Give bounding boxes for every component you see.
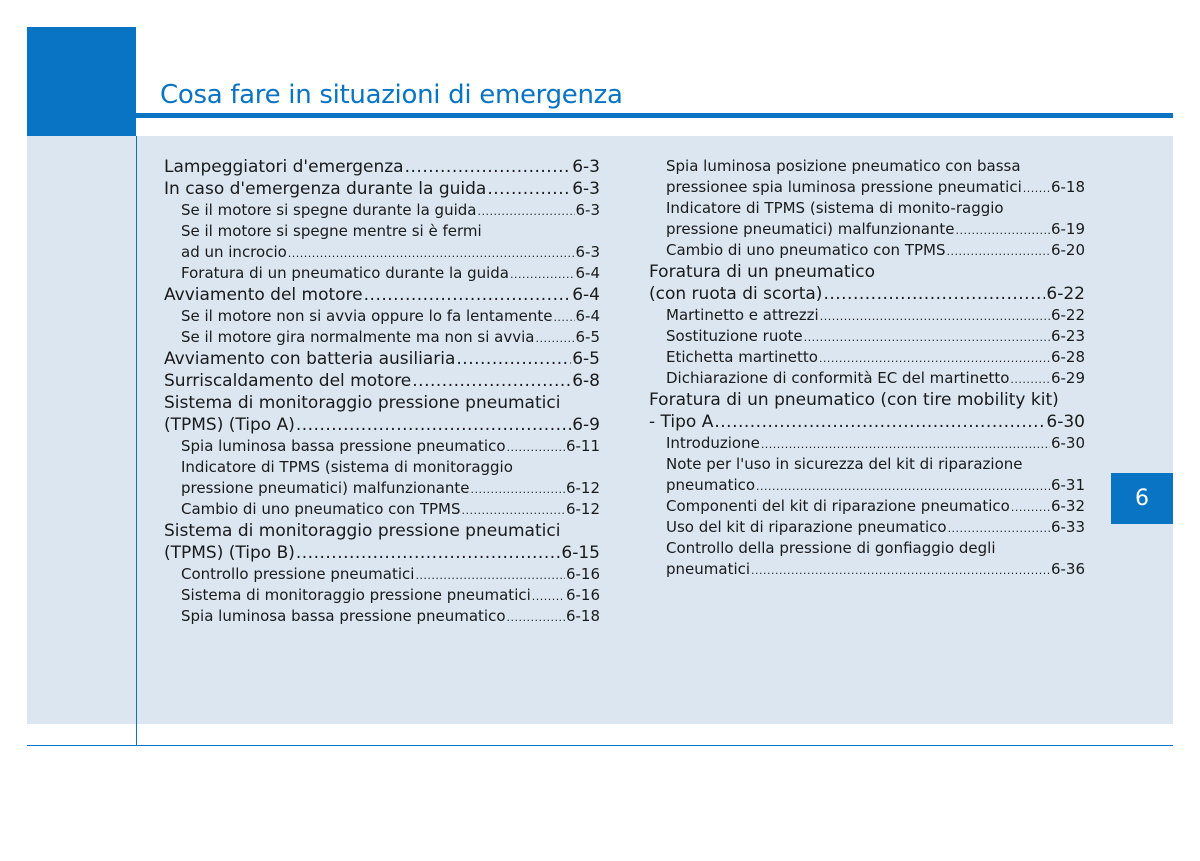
toc-entry[interactable]	[164, 414, 600, 436]
toc-leader-dots	[1011, 496, 1050, 517]
toc-leader-dots	[761, 433, 1050, 454]
toc-entry	[649, 261, 1085, 283]
toc-leader-dots	[714, 411, 1045, 433]
toc-subentry[interactable]	[649, 433, 1085, 454]
toc-leader-dots	[756, 475, 1050, 496]
toc-entry-title: Cambio di uno pneumatico con TPMS	[181, 500, 461, 518]
margin-rule	[136, 136, 137, 746]
toc-page-number: 6-22	[1046, 284, 1085, 304]
toc-entry-title: Se il motore gira normalmente ma non si avvia	[181, 328, 535, 346]
toc-subentry	[649, 454, 1085, 475]
toc-subentry[interactable]	[164, 564, 600, 585]
toc-page-number: 6-15	[561, 543, 600, 563]
toc-subentry[interactable]	[164, 606, 600, 627]
toc-entry-title: Foratura di un pneumatico	[649, 262, 876, 282]
toc-leader-dots	[751, 559, 1050, 580]
toc-subentry[interactable]	[649, 177, 1085, 198]
toc-page-number: 6-3	[572, 179, 600, 199]
toc-entry-title: Spia luminosa posizione pneumatico con bassa	[666, 157, 1021, 175]
toc-leader-dots	[532, 585, 565, 606]
toc-entry[interactable]	[164, 178, 600, 200]
toc-page-number: 6-12	[565, 500, 600, 518]
toc-entry-title: pressionee spia luminosa pressione pneumatici	[666, 178, 1022, 196]
toc-leader-dots	[288, 242, 575, 263]
toc-leader-dots	[1010, 368, 1050, 389]
toc-page-number: 6-8	[572, 371, 600, 391]
toc-entry-title: ad un incrocio	[181, 243, 287, 261]
toc-page-number: 6-16	[565, 565, 600, 583]
toc-subentry[interactable]	[164, 327, 600, 348]
toc-page-number: 6-29	[1050, 369, 1085, 387]
toc-page-number: 6-33	[1050, 518, 1085, 536]
toc-page-number: 6-3	[572, 157, 600, 177]
toc-page-number: 6-12	[565, 479, 600, 497]
toc-entry[interactable]	[164, 542, 600, 564]
toc-subentry[interactable]	[649, 326, 1085, 347]
toc-subentry[interactable]	[649, 517, 1085, 538]
title-rule	[136, 113, 1173, 118]
toc-leader-dots	[948, 517, 1050, 538]
toc-page-number: 6-3	[575, 201, 600, 219]
toc-page-number: 6-18	[1050, 178, 1085, 196]
footer-rule	[27, 745, 1173, 746]
toc-entry-title: Etichetta martinetto	[666, 348, 818, 366]
toc-leader-dots	[819, 347, 1050, 368]
toc-entry-title: - Tipo A	[649, 412, 714, 432]
toc-entry-title: Foratura di un pneumatico durante la guida	[181, 264, 510, 282]
toc-entry-title: (TPMS) (Tipo A)	[164, 415, 295, 435]
toc-page-number: 6-9	[572, 415, 600, 435]
toc-subentry[interactable]	[164, 242, 600, 263]
toc-leader-dots	[462, 499, 565, 520]
toc-subentry[interactable]	[649, 496, 1085, 517]
toc-subentry[interactable]	[649, 368, 1085, 389]
toc-page-number: 6-20	[1050, 241, 1085, 259]
toc-leader-dots	[507, 606, 565, 627]
toc-entry-title: Se il motore si spegne mentre si è fermi	[181, 222, 482, 240]
toc-page-number: 6-18	[565, 607, 600, 625]
toc-page-number: 6-4	[575, 307, 600, 325]
toc-page-number: 6-5	[572, 349, 600, 369]
toc-entry-title: Uso del kit di riparazione pneumatico	[666, 518, 947, 536]
toc-leader-dots	[947, 240, 1050, 261]
toc-leader-dots	[415, 564, 565, 585]
toc-entry-title: (con ruota di scorta)	[649, 284, 823, 304]
chapter-title: Cosa fare in situazioni di emergenza	[160, 80, 623, 110]
toc-entry-title: Se il motore non si avvia oppure lo fa lentamente	[181, 307, 553, 325]
toc-column-left	[164, 156, 600, 627]
toc-page-number: 6-30	[1050, 434, 1085, 452]
toc-entry-title: Introduzione	[666, 434, 760, 452]
toc-leader-dots	[477, 200, 574, 221]
toc-entry[interactable]	[164, 156, 600, 178]
toc-entry-title: (TPMS) (Tipo B)	[164, 543, 295, 563]
toc-leader-dots	[456, 348, 571, 370]
toc-leader-dots	[507, 436, 565, 457]
toc-entry[interactable]	[164, 348, 600, 370]
toc-entry-title: In caso d'emergenza durante la guida	[164, 179, 487, 199]
toc-entry-title: Controllo della pressione di gonfiaggio degli	[666, 539, 996, 557]
toc-leader-dots	[364, 284, 572, 306]
toc-page-number: 6-16	[565, 586, 600, 604]
toc-entry-title: Cambio di uno pneumatico con TPMS	[666, 241, 946, 259]
toc-entry-title: Spia luminosa bassa pressione pneumatico	[181, 437, 506, 455]
toc-subentry[interactable]	[164, 499, 600, 520]
toc-leader-dots	[823, 283, 1045, 305]
toc-leader-dots	[804, 326, 1050, 347]
toc-entry[interactable]	[164, 370, 600, 392]
toc-leader-dots	[1023, 177, 1050, 198]
toc-entry	[164, 520, 600, 542]
chapter-number-tab[interactable]: 6	[1111, 473, 1173, 524]
toc-leader-dots	[820, 305, 1050, 326]
toc-entry-title: Sistema di monitoraggio pressione pneumatici	[181, 586, 531, 604]
toc-entry-title: Avviamento del motore	[164, 285, 363, 305]
toc-entry	[649, 389, 1085, 411]
toc-leader-dots	[510, 263, 574, 284]
toc-subentry[interactable]	[164, 478, 600, 499]
toc-entry-title: Martinetto e attrezzi	[666, 306, 819, 324]
toc-entry-title: Sistema di monitoraggio pressione pneumatici	[164, 521, 561, 541]
toc-subentry[interactable]	[164, 263, 600, 284]
toc-entry-title: Indicatore di TPMS (sistema di monito-raggio	[666, 199, 1004, 217]
toc-column-right	[649, 156, 1085, 580]
toc-subentry	[164, 221, 600, 242]
toc-subentry	[649, 198, 1085, 219]
toc-leader-dots	[296, 542, 561, 564]
toc-subentry[interactable]	[649, 305, 1085, 326]
toc-subentry[interactable]	[164, 306, 600, 327]
toc-page-number: 6-31	[1050, 476, 1085, 494]
toc-leader-dots	[296, 414, 571, 436]
toc-leader-dots	[553, 306, 574, 327]
toc-page-number: 6-19	[1050, 220, 1085, 238]
toc-entry[interactable]	[649, 283, 1085, 305]
toc-entry[interactable]	[649, 411, 1085, 433]
toc-page-number: 6-5	[575, 328, 600, 346]
toc-subentry[interactable]	[164, 436, 600, 457]
toc-page-number: 6-30	[1046, 412, 1085, 432]
toc-entry-title: pneumatici	[666, 560, 751, 578]
toc-entry-title: Sistema di monitoraggio pressione pneumatici	[164, 393, 561, 413]
toc-entry-title: Se il motore si spegne durante la guida	[181, 201, 477, 219]
toc-page-number: 6-4	[575, 264, 600, 282]
toc-entry-title: Avviamento con batteria ausiliaria	[164, 349, 456, 369]
toc-leader-dots	[405, 156, 572, 178]
toc-page-number: 6-28	[1050, 348, 1085, 366]
toc-subentry[interactable]	[649, 559, 1085, 580]
toc-entry-title: pressione pneumatici) malfunzionante	[666, 220, 955, 238]
toc-entry-title: Dichiarazione di conformità EC del martinetto	[666, 369, 1010, 387]
toc-subentry[interactable]	[164, 200, 600, 221]
toc-page-number: 6-4	[572, 285, 600, 305]
toc-entry-title: Controllo pressione pneumatici	[181, 565, 415, 583]
toc-entry-title: Lampeggiatori d'emergenza	[164, 157, 404, 177]
chapter-corner-block	[27, 27, 136, 136]
toc-subentry[interactable]	[649, 475, 1085, 496]
toc-page-number: 6-32	[1050, 497, 1085, 515]
toc-page-number: 6-11	[565, 437, 600, 455]
toc-leader-dots	[536, 327, 575, 348]
toc-subentry	[649, 156, 1085, 177]
toc-leader-dots	[956, 219, 1050, 240]
toc-subentry[interactable]	[164, 585, 600, 606]
toc-page-number: 6-22	[1050, 306, 1085, 324]
toc-entry-title: pressione pneumatici) malfunzionante	[181, 479, 470, 497]
toc-entry-title: Sostituzione ruote	[666, 327, 803, 345]
toc-subentry[interactable]	[649, 219, 1085, 240]
toc-leader-dots	[412, 370, 571, 392]
toc-entry	[164, 392, 600, 414]
toc-entry-title: Spia luminosa bassa pressione pneumatico	[181, 607, 506, 625]
toc-entry-title: Componenti del kit di riparazione pneumatico	[666, 497, 1010, 515]
toc-subentry[interactable]	[649, 240, 1085, 261]
toc-entry-title: Foratura di un pneumatico (con tire mobility kit)	[649, 390, 1059, 410]
toc-page-number: 6-23	[1050, 327, 1085, 345]
toc-leader-dots	[487, 178, 571, 200]
toc-subentry	[649, 538, 1085, 559]
toc-entry[interactable]	[164, 284, 600, 306]
toc-subentry	[164, 457, 600, 478]
toc-leader-dots	[471, 478, 565, 499]
toc-subentry[interactable]	[649, 347, 1085, 368]
toc-page-number: 6-3	[575, 243, 600, 261]
toc-entry-title: Note per l'uso in sicurezza del kit di riparazione	[666, 455, 1023, 473]
toc-entry-title: Surriscaldamento del motore	[164, 371, 412, 391]
toc-entry-title: pneumatico	[666, 476, 756, 494]
toc-page-number: 6-36	[1050, 560, 1085, 578]
toc-entry-title: Indicatore di TPMS (sistema di monitoraggio	[181, 458, 513, 476]
